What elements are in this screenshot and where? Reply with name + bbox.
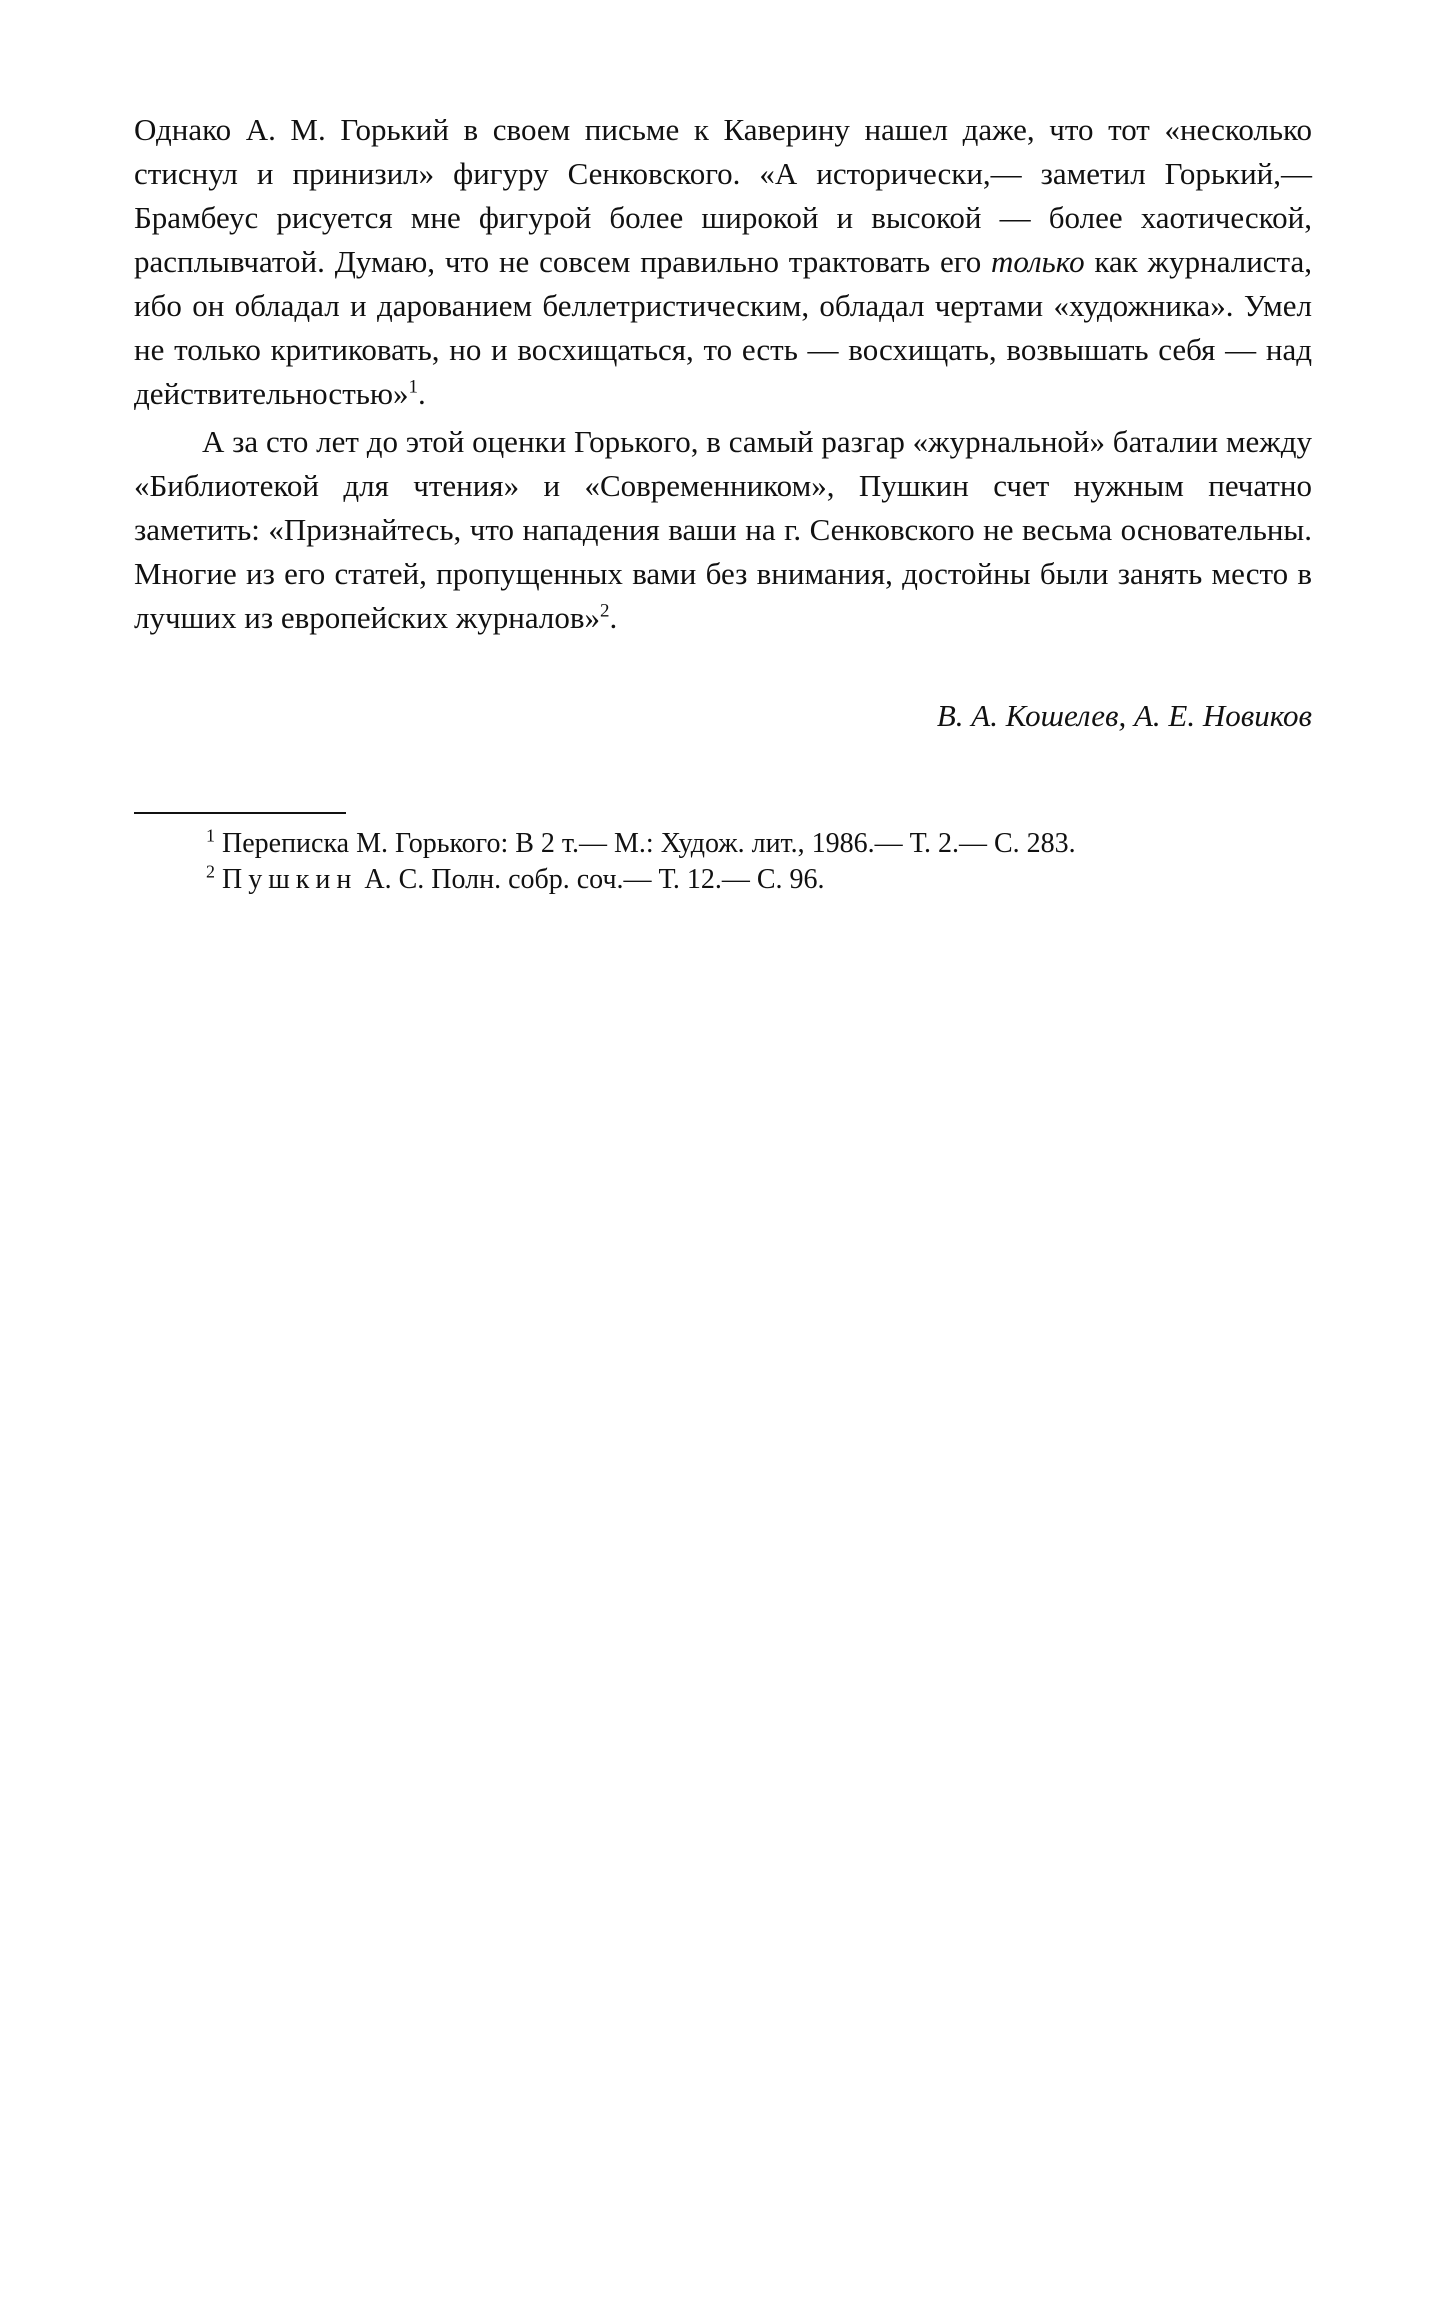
paragraph-2: [134, 420, 1312, 640]
paragraph-1-end: .: [418, 376, 426, 411]
paragraph-2-text: А за сто лет до этой оценки Горького, в самый разгар «журнальной» баталии между «Библиотекой для чтения» и «Современником», Пушкин счет нужным печатно заметить: «Признайтесь, что нападения ваши на г. Сенковского не весьма основательны. Многие из его статей, пропущенных вами без внимания, достойны были занять место в лучших из европейских журналов»: [134, 424, 1312, 635]
footnote-1-text: Переписка М. Горького: В 2 т.— М.: Худож. лит., 1986.— Т. 2.— С. 283.: [222, 828, 1076, 859]
paragraph-1-text-after: как журналиста, ибо он обладал и дарованием беллетристическим, обладал чертами «художника». Умел не только критиковать, но и восхищаться, то есть — восхищать, возвышать себя — над действительностью»: [134, 244, 1312, 411]
footnotes: [134, 826, 1312, 898]
paragraph-1: [134, 108, 1312, 416]
footnote-2-author: Пушкин: [222, 864, 358, 895]
footnote-ref-1[interactable]: 1: [408, 376, 419, 398]
paragraph-2-end: .: [609, 600, 618, 635]
footnote-2-mark: 2: [206, 861, 215, 882]
page-body: [134, 108, 1312, 898]
footnote-divider: [134, 812, 346, 814]
paragraph-1-text: Однако А. М. Горький в своем письме к Каверину нашел даже, что тот «несколько стиснул и принизил» фигуру Сенковского. «А исторически,— заметил Горький,— Брамбеус рисуется мне фигурой более широкой и высокой — более хаотической, расплывчатой. Думаю, что не совсем правильно трактовать его: [134, 112, 1312, 279]
footnote-1-mark: 1: [206, 825, 215, 846]
footnote-ref-2[interactable]: 2: [600, 600, 610, 622]
footnote-2-text: А. С. Полн. собр. соч.— Т. 12.— С. 96.: [357, 864, 825, 895]
paragraph-1-italic: только: [991, 244, 1085, 279]
author-signature: В. А. Кошелев, А. Е. Новиков: [936, 698, 1312, 733]
footnote-2: [134, 862, 1312, 898]
footnote-1: [134, 826, 1312, 862]
